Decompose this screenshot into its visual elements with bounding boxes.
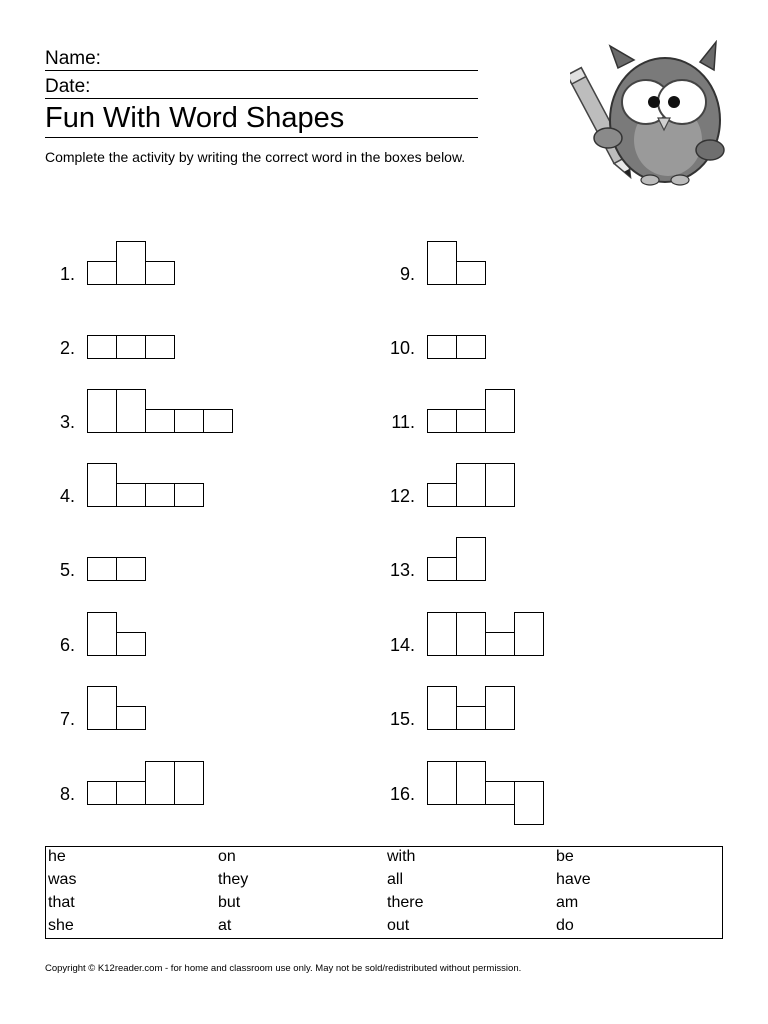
word-bank-word: have <box>556 871 591 888</box>
item-number: 1. <box>59 264 75 284</box>
instructions: Complete the activity by writing the correct word in the boxes below. <box>45 149 466 165</box>
letter-box[interactable] <box>456 409 486 433</box>
letter-box[interactable] <box>174 761 204 805</box>
item-number: 4. <box>59 486 75 506</box>
letter-box[interactable] <box>456 761 486 805</box>
letter-box[interactable] <box>145 761 175 805</box>
letter-box[interactable] <box>116 483 146 507</box>
letter-box[interactable] <box>87 612 117 656</box>
letter-box[interactable] <box>116 335 146 359</box>
word-bank-word: out <box>387 917 410 934</box>
word-bank-word: was <box>48 871 77 888</box>
letter-box[interactable] <box>485 781 515 805</box>
letter-box[interactable] <box>514 612 544 656</box>
letter-box[interactable] <box>87 686 117 730</box>
letter-box[interactable] <box>427 612 457 656</box>
letter-box[interactable] <box>456 335 486 359</box>
item-number: 5. <box>59 560 75 580</box>
word-bank-word: he <box>48 848 66 865</box>
name-label: Name: <box>45 48 101 69</box>
letter-box[interactable] <box>116 706 146 730</box>
item-number: 12. <box>389 486 415 506</box>
title-rule <box>45 137 478 138</box>
letter-box[interactable] <box>87 335 117 359</box>
letter-box[interactable] <box>427 241 457 285</box>
letter-box[interactable] <box>456 261 486 285</box>
item-number: 8. <box>59 784 75 804</box>
letter-box[interactable] <box>514 781 544 825</box>
date-label: Date: <box>45 76 91 97</box>
letter-box[interactable] <box>485 389 515 433</box>
letter-box[interactable] <box>87 557 117 581</box>
word-bank-word: that <box>48 894 75 911</box>
item-number: 3. <box>59 412 75 432</box>
letter-box[interactable] <box>145 409 175 433</box>
letter-box[interactable] <box>87 781 117 805</box>
owl-with-pencil-icon <box>570 40 730 190</box>
word-bank-word: at <box>218 917 232 934</box>
item-number: 14. <box>389 635 415 655</box>
word-bank-word: they <box>218 871 249 888</box>
item-number: 2. <box>59 338 75 358</box>
letter-box[interactable] <box>116 557 146 581</box>
letter-box[interactable] <box>116 241 146 285</box>
letter-box[interactable] <box>174 409 204 433</box>
page-title: Fun With Word Shapes <box>45 102 345 134</box>
letter-box[interactable] <box>203 409 233 433</box>
letter-box[interactable] <box>145 335 175 359</box>
letter-box[interactable] <box>116 632 146 656</box>
item-number: 11. <box>391 412 415 432</box>
word-bank-word: she <box>48 917 74 934</box>
word-bank-word: all <box>387 871 404 888</box>
letter-box[interactable] <box>427 483 457 507</box>
letter-box[interactable] <box>485 686 515 730</box>
letter-box[interactable] <box>427 686 457 730</box>
letter-box[interactable] <box>456 612 486 656</box>
copyright-footer: Copyright © K12reader.com - for home and classroom use only. May not be sold/redistributed without permission. <box>45 963 522 974</box>
letter-box[interactable] <box>87 463 117 507</box>
item-number: 13. <box>389 560 415 580</box>
letter-box[interactable] <box>456 537 486 581</box>
word-bank <box>45 846 723 939</box>
item-number: 9. <box>399 264 415 284</box>
word-bank-word: but <box>218 894 241 911</box>
item-number: 7. <box>59 709 75 729</box>
date-line[interactable] <box>45 98 478 99</box>
letter-box[interactable] <box>116 781 146 805</box>
word-bank-word: am <box>556 894 579 911</box>
letter-box[interactable] <box>427 409 457 433</box>
letter-box[interactable] <box>116 389 146 433</box>
item-number: 15. <box>389 709 415 729</box>
letter-box[interactable] <box>174 483 204 507</box>
item-number: 16. <box>389 784 415 804</box>
word-bank-word: on <box>218 848 236 865</box>
letter-box[interactable] <box>456 463 486 507</box>
letter-box[interactable] <box>485 463 515 507</box>
letter-box[interactable] <box>87 261 117 285</box>
letter-box[interactable] <box>456 706 486 730</box>
letter-box[interactable] <box>485 632 515 656</box>
letter-box[interactable] <box>145 483 175 507</box>
letter-box[interactable] <box>427 335 457 359</box>
word-bank-word: do <box>556 917 574 934</box>
word-bank-word: with <box>387 848 416 865</box>
letter-box[interactable] <box>427 761 457 805</box>
word-bank-word: there <box>387 894 424 911</box>
word-bank-word: be <box>556 848 574 865</box>
name-line[interactable] <box>45 70 478 71</box>
letter-box[interactable] <box>145 261 175 285</box>
item-number: 6. <box>59 635 75 655</box>
letter-box[interactable] <box>427 557 457 581</box>
letter-box[interactable] <box>87 389 117 433</box>
item-number: 10. <box>389 338 415 358</box>
